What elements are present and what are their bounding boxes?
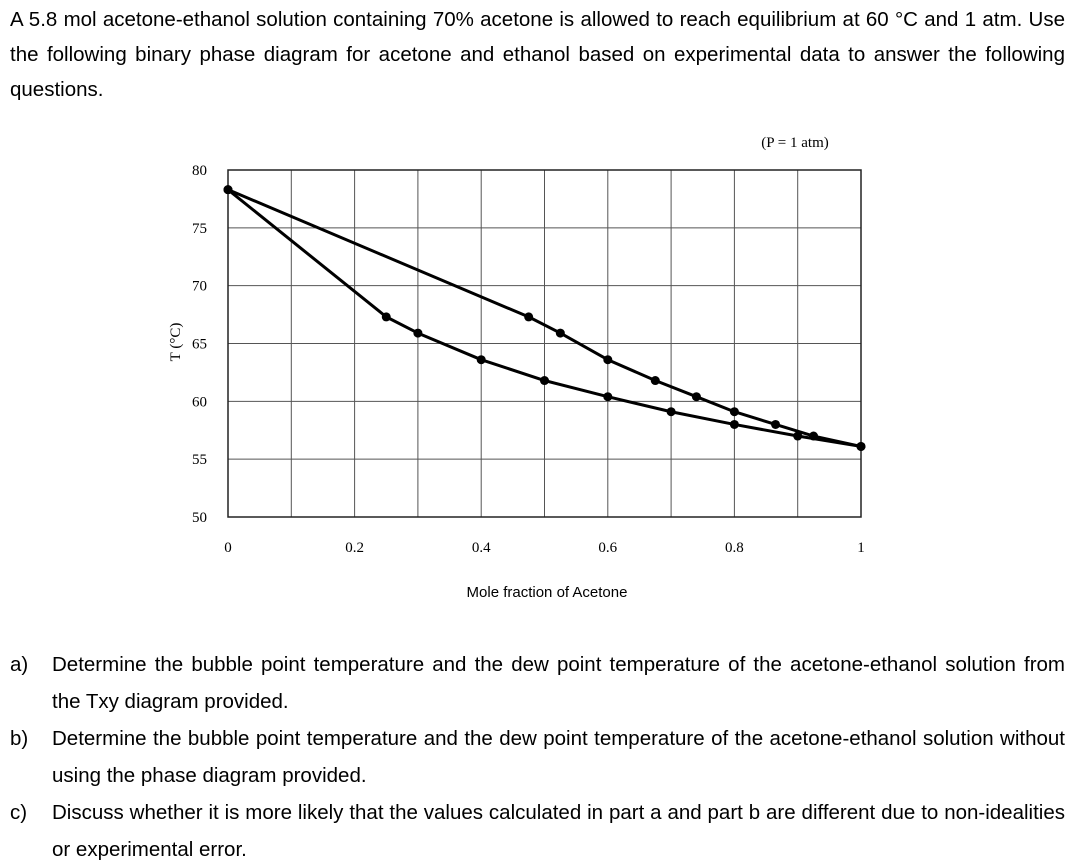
chart-title: (P = 1 atm) (761, 135, 829, 151)
dew-point-marker (556, 329, 565, 338)
dew-point-marker (692, 392, 701, 401)
x-tick-label: 0 (224, 540, 232, 556)
question-label: a) (10, 653, 29, 676)
bubble-point-marker (382, 312, 391, 321)
x-tick-label: 0.2 (345, 540, 364, 556)
dew-point-marker (651, 376, 660, 385)
dew-point-marker (224, 185, 233, 194)
y-axis-label: T (°C) (168, 322, 184, 362)
dew-point-marker (524, 312, 533, 321)
dew-point-marker (730, 407, 739, 416)
question-a (10, 646, 1065, 720)
problem-statement: A 5.8 mol acetone-ethanol solution containing 70% acetone is allowed to reach equilibrium at 60 °C and 1 atm. Use the following binary phase diagram for acetone and ethanol based on experimental data to answer the following questions. (10, 8, 1065, 101)
x-axis-label: Mole fraction of Acetone (466, 584, 628, 601)
y-tick-label: 50 (192, 510, 207, 526)
question-text: Determine the bubble point temperature and the dew point temperature of the acetone-ethanol solution without using the phase diagram provided. (52, 727, 1065, 787)
dew-point-marker (857, 442, 866, 451)
y-tick-label: 75 (192, 220, 207, 237)
question-c (10, 794, 1065, 868)
dew-point-marker (771, 420, 780, 429)
question-text: Determine the bubble point temperature and the dew point temperature of the acetone-ethanol solution from the Txy diagram provided. (52, 653, 1065, 713)
question-b (10, 720, 1065, 794)
x-tick-label: 1 (857, 540, 865, 556)
bubble-point-marker (603, 392, 612, 401)
y-tick-label: 70 (192, 278, 207, 295)
txy-phase-diagram (0, 120, 1075, 620)
bubble-point-marker (667, 407, 676, 416)
x-tick-label: 0.6 (598, 540, 618, 556)
bubble-point-marker (477, 355, 486, 364)
question-list (10, 646, 1065, 868)
y-tick-label: 55 (192, 452, 207, 469)
dew-point-marker (603, 355, 612, 364)
x-tick-label: 0.8 (725, 540, 744, 556)
question-label: b) (10, 727, 29, 750)
y-tick-label: 60 (192, 394, 207, 411)
question-text: Discuss whether it is more likely that the values calculated in part a and part b are different due to non-idealities or experimental error. (52, 801, 1065, 861)
x-tick-label: 0.4 (471, 540, 491, 556)
bubble-point-marker (413, 329, 422, 338)
y-tick-label: 65 (192, 336, 207, 353)
dew-point-marker (809, 432, 818, 441)
bubble-point-marker (730, 420, 739, 429)
question-label: c) (10, 801, 28, 824)
y-tick-label: 80 (192, 163, 207, 179)
bubble-point-marker (540, 376, 549, 385)
